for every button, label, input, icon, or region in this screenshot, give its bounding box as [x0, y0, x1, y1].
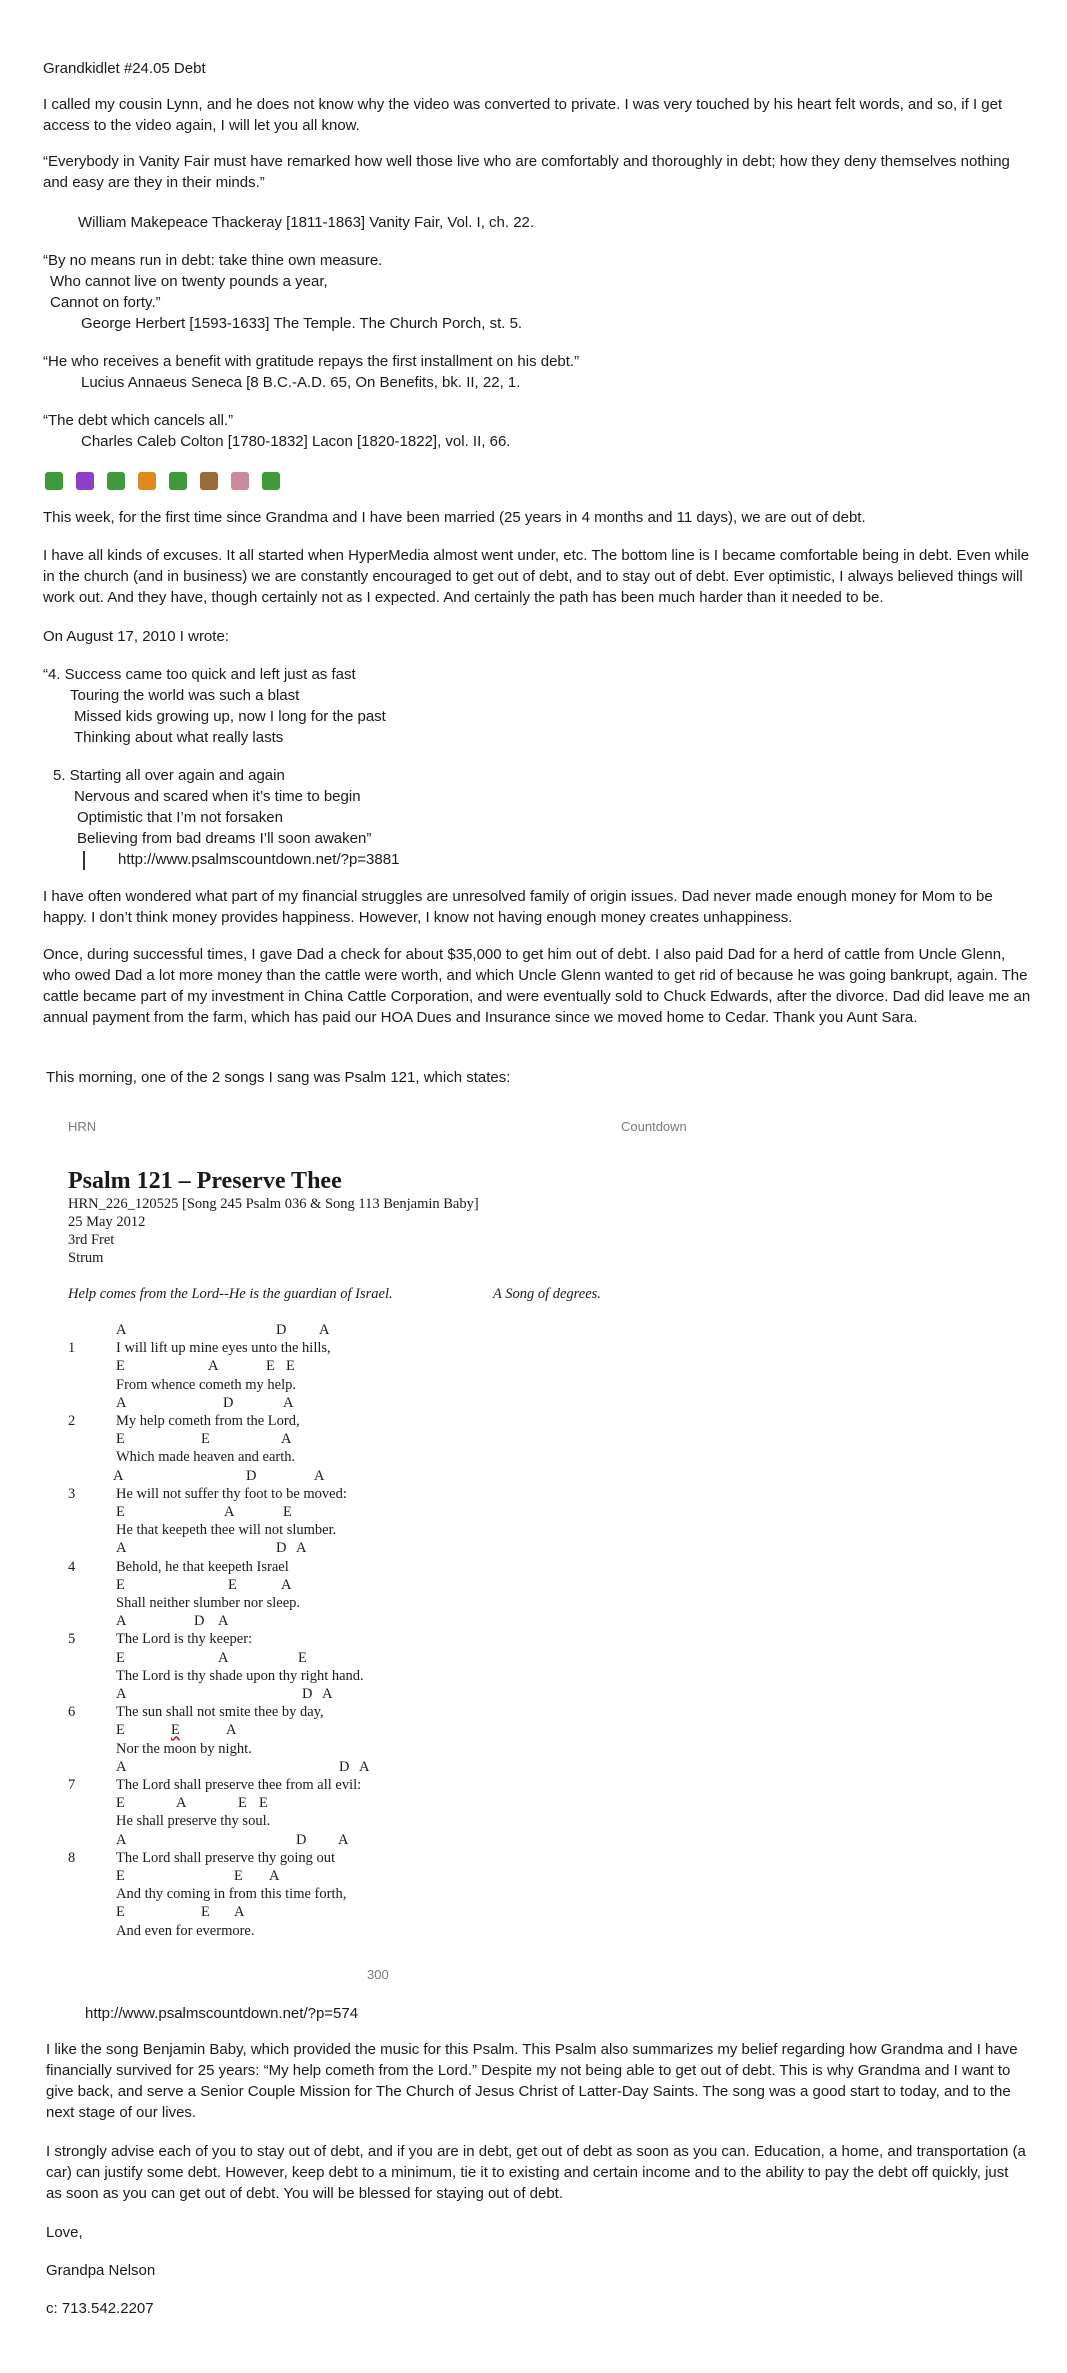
chord: D — [194, 1613, 205, 1630]
chord: A — [208, 1358, 219, 1375]
chord: E — [116, 1722, 125, 1739]
family-paragraph: I have often wondered what part of my financial struggles are unresolved family of origin issues. Dad never made enough money for Mom to be happy. I don’t think money provides happiness. However, I know not having enough money creates unhappiness. — [43, 888, 993, 926]
chord: E — [116, 1795, 125, 1812]
poem-link[interactable]: http://www.psalmscountdown.net/?p=3881 — [118, 851, 400, 868]
chord: D — [302, 1686, 313, 1702]
chord: E — [259, 1795, 268, 1812]
chord: E — [116, 1649, 125, 1666]
lyric-line: From whence cometh my help. — [116, 1376, 296, 1393]
chord: E — [116, 1358, 125, 1375]
quote-colton: “The debt which cancels all.” — [43, 412, 234, 429]
excuses-paragraph: I have all kinds of excuses. It all started when HyperMedia almost went under, etc. The bottom line is I became comfortable being in debt. Even while in the church (and in business) we are constantly encouraged to get out of debt, and to stay out of debt. Ever optimistic, I always believed things will work out. And they have, though certainly not as I expected. And certainly the path has been much harder than it needed to be. — [43, 547, 1030, 606]
chord: D — [223, 1394, 234, 1411]
poem-line: Optimistic that I’m not forsaken — [77, 809, 283, 826]
chord: A — [281, 1431, 292, 1448]
chord: A — [224, 1504, 235, 1520]
chord: D — [246, 1467, 257, 1484]
psalm-subtitle-right: A Song of degrees. — [493, 1286, 601, 1302]
chord: A — [113, 1467, 124, 1484]
poem-line: “4. Success came too quick and left just as fast — [43, 666, 356, 683]
cattle-paragraph: Once, during successful times, I gave Dad a check for about $35,000 to get him out of debt. I also paid Dad for a herd of cattle from Uncle Glenn, who owed Dad a lot more money than the cattle were worth, and which Uncle Glenn wanted to get rid of because he was going bankrupt, again. The cattle became part of my investment in China Cattle Corporation, and were eventually sold to Chuck Edwards, after the divorce. Dad did leave me an annual payment from the farm, which has paid our HOA Dues and Insurance since we moved home to Cedar. Thank you Aunt Sara. — [43, 946, 1031, 1026]
lyric-line: My help cometh from the Lord, — [116, 1413, 300, 1429]
psalm-meta: HRN_226_120525 [Song 245 Psalm 036 & Song 113 Benjamin Baby] — [68, 1196, 479, 1212]
lyric-line: The Lord is thy shade upon thy right hand. — [116, 1667, 364, 1684]
psalm-link[interactable]: http://www.psalmscountdown.net/?p=574 — [85, 2005, 359, 2022]
chord: A — [322, 1686, 333, 1702]
intro-paragraph: I called my cousin Lynn, and he does not know why the video was converted to private. I was very touched by his heart felt words, and so, if I get access to the video again, I will let you all know. — [43, 96, 1003, 134]
poem-line: 5. Starting all over again and again — [53, 767, 285, 784]
chord: A — [116, 1613, 127, 1630]
poem-line: Thinking about what really lasts — [74, 729, 284, 746]
lyric-line: Nor the moon by night. — [116, 1740, 252, 1757]
chord: A — [218, 1613, 229, 1630]
money-icon — [169, 472, 187, 490]
lyric-line: And even for evermore. — [116, 1922, 255, 1939]
chord: A — [283, 1394, 294, 1411]
lyric-line: He shall preserve thy soul. — [116, 1813, 271, 1830]
chord: A — [116, 1758, 127, 1775]
psalm-subtitle-left: Help comes from the Lord--He is the guardian of Israel. — [68, 1286, 393, 1302]
chord: E — [116, 1576, 125, 1593]
lyric-line: The Lord shall preserve thee from all evil: — [116, 1777, 362, 1793]
poem-line: Missed kids growing up, now I long for the past — [74, 708, 386, 725]
poem-line: Touring the world was such a blast — [70, 687, 300, 704]
chord: D — [276, 1540, 287, 1557]
verse-number: 7 — [68, 1777, 76, 1793]
chord: E — [116, 1431, 125, 1448]
chord: D — [296, 1831, 307, 1848]
lyric-line: He that keepeth thee will not slumber. — [116, 1522, 337, 1539]
psalm-intro-paragraph: This morning, one of the 2 songs I sang was Psalm 121, which states: — [46, 1069, 511, 1086]
chord: A — [296, 1540, 307, 1557]
chord: E — [201, 1904, 210, 1921]
benjamin-baby-paragraph: I like the song Benjamin Baby, which provided the music for this Psalm. This Psalm also summarizes my belief regarding how Grandma and I have financially survived for 25 years: “My help cometh from the Lord.” Despite my not being able to get out of debt. This is why Grandma and I want to give back, and serve a Senior Couple Mission for The Church of Jesus Christ of Latter-Day Saints. The song was a good start to today, and to the next stage of our lives. — [46, 2041, 1018, 2121]
family-icon — [231, 472, 249, 490]
psalm-meta: 25 May 2012 — [68, 1214, 146, 1230]
lyric-line: Which made heaven and earth. — [116, 1449, 296, 1466]
money-icon — [107, 472, 125, 490]
chord: E — [116, 1868, 125, 1884]
psalm-header-right: Countdown — [621, 1119, 687, 1134]
lyric-line: The sun shall not smite thee by day, — [116, 1704, 324, 1721]
chord: A — [116, 1322, 127, 1338]
psalm-footer-number: 300 — [367, 1967, 389, 1982]
verse-number: 6 — [68, 1704, 76, 1721]
psalm-meta: 3rd Fret — [68, 1232, 115, 1248]
chord: A — [116, 1831, 127, 1848]
text-cursor-bar — [83, 851, 85, 870]
chord: E — [238, 1795, 247, 1812]
chord: A — [269, 1868, 280, 1884]
money-icon — [262, 472, 280, 490]
advice-paragraph: I strongly advise each of you to stay out of debt, and if you are in debt, get out of debt as soon as you can. Education, a home, and transportation (a car) can justify some debt. However, keep debt to a minimum, tie it to existing and certain income and to the ability to pay the debt off quickly, just as soon as you can get out of debt. You will be blessed for staying out of debt. — [46, 2143, 1026, 2202]
signature: Grandpa Nelson — [46, 2262, 156, 2279]
chord: E — [201, 1431, 210, 1448]
chord: D — [339, 1758, 350, 1775]
chord: E — [283, 1504, 292, 1520]
runner-icon — [138, 472, 156, 490]
verse-number: 1 — [68, 1340, 76, 1357]
chord: A — [226, 1722, 237, 1739]
verse-number: 5 — [68, 1631, 76, 1648]
verse-number: 3 — [68, 1485, 76, 1502]
quote-herbert-line: Who cannot live on twenty pounds a year, — [50, 273, 328, 290]
lyric-line: He will not suffer thy foot to be moved: — [116, 1485, 347, 1502]
quote-source: Lucius Annaeus Seneca [8 B.C.-A.D. 65, On Benefits, bk. II, 22, 1. — [81, 374, 521, 391]
psalm-meta: Strum — [68, 1250, 104, 1266]
chord: E — [116, 1504, 125, 1520]
chord: A — [176, 1795, 187, 1812]
lyric-line: And thy coming in from this time forth, — [116, 1886, 347, 1903]
verse-number: 8 — [68, 1849, 76, 1866]
psalm-title: Psalm 121 – Preserve Thee — [68, 1168, 342, 1194]
quote-seneca: “He who receives a benefit with gratitude repays the first installment on his debt.” — [43, 353, 580, 370]
quote-herbert-line: “By no means run in debt: take thine own measure. — [43, 252, 383, 269]
chord: A — [116, 1686, 127, 1702]
purple-heart-icon — [76, 472, 94, 490]
quote-herbert-line: Cannot on forty.” — [50, 294, 161, 311]
phone-number: c: 713.542.2207 — [46, 2300, 154, 2317]
page-title: Grandkidlet #24.05 Debt — [43, 60, 206, 77]
closing-love: Love, — [46, 2224, 83, 2241]
chord: E — [171, 1722, 180, 1739]
lyric-line: The Lord is thy keeper: — [116, 1631, 253, 1648]
chord: A — [314, 1467, 325, 1484]
quote-source: George Herbert [1593-1633] The Temple. The Church Porch, st. 5. — [81, 315, 523, 332]
august-paragraph: On August 17, 2010 I wrote: — [43, 628, 229, 645]
lyric-line: I will lift up mine eyes unto the hills, — [116, 1340, 331, 1357]
chord: A — [234, 1904, 245, 1921]
quote-source: Charles Caleb Colton [1780-1832] Lacon [1820-1822], vol. II, 66. — [81, 433, 511, 450]
chord: A — [116, 1540, 127, 1557]
house-icon — [200, 472, 218, 490]
out-of-debt-paragraph: This week, for the first time since Grandma and I have been married (25 years in 4 months and 11 days), we are out of debt. — [43, 509, 866, 526]
verse-number: 4 — [68, 1558, 76, 1575]
quote-source: William Makepeace Thackeray [1811-1863] Vanity Fair, Vol. I, ch. 22. — [78, 214, 535, 231]
chord: A — [281, 1576, 292, 1593]
psalm-header-left: HRN — [68, 1119, 97, 1134]
lyric-line: Behold, he that keepeth Israel — [116, 1558, 289, 1575]
chord: A — [359, 1758, 370, 1775]
chord: E — [298, 1649, 307, 1666]
lyric-line: Shall neither slumber nor sleep. — [116, 1595, 301, 1611]
chord: D — [276, 1322, 287, 1338]
money-icon — [45, 472, 63, 490]
chord: A — [116, 1394, 127, 1411]
chord: E — [266, 1358, 275, 1375]
poem-line: Believing from bad dreams I’ll soon awaken” — [77, 830, 372, 847]
chord: E — [116, 1904, 125, 1921]
quote-thackeray: “Everybody in Vanity Fair must have remarked how well those live who are comfortably and thoroughly in debt; how they deny themselves nothing and easy are they in their minds.” — [43, 153, 1010, 191]
chord: A — [218, 1649, 229, 1666]
lyric-line: The Lord shall preserve thy going out — [116, 1849, 336, 1866]
chord: A — [319, 1322, 330, 1338]
chord: E — [286, 1358, 295, 1375]
poem-line: Nervous and scared when it’s time to begin — [74, 788, 361, 805]
verse-number: 2 — [68, 1413, 76, 1429]
chord: A — [338, 1831, 349, 1848]
chord: E — [228, 1576, 237, 1593]
chord: E — [234, 1868, 243, 1884]
